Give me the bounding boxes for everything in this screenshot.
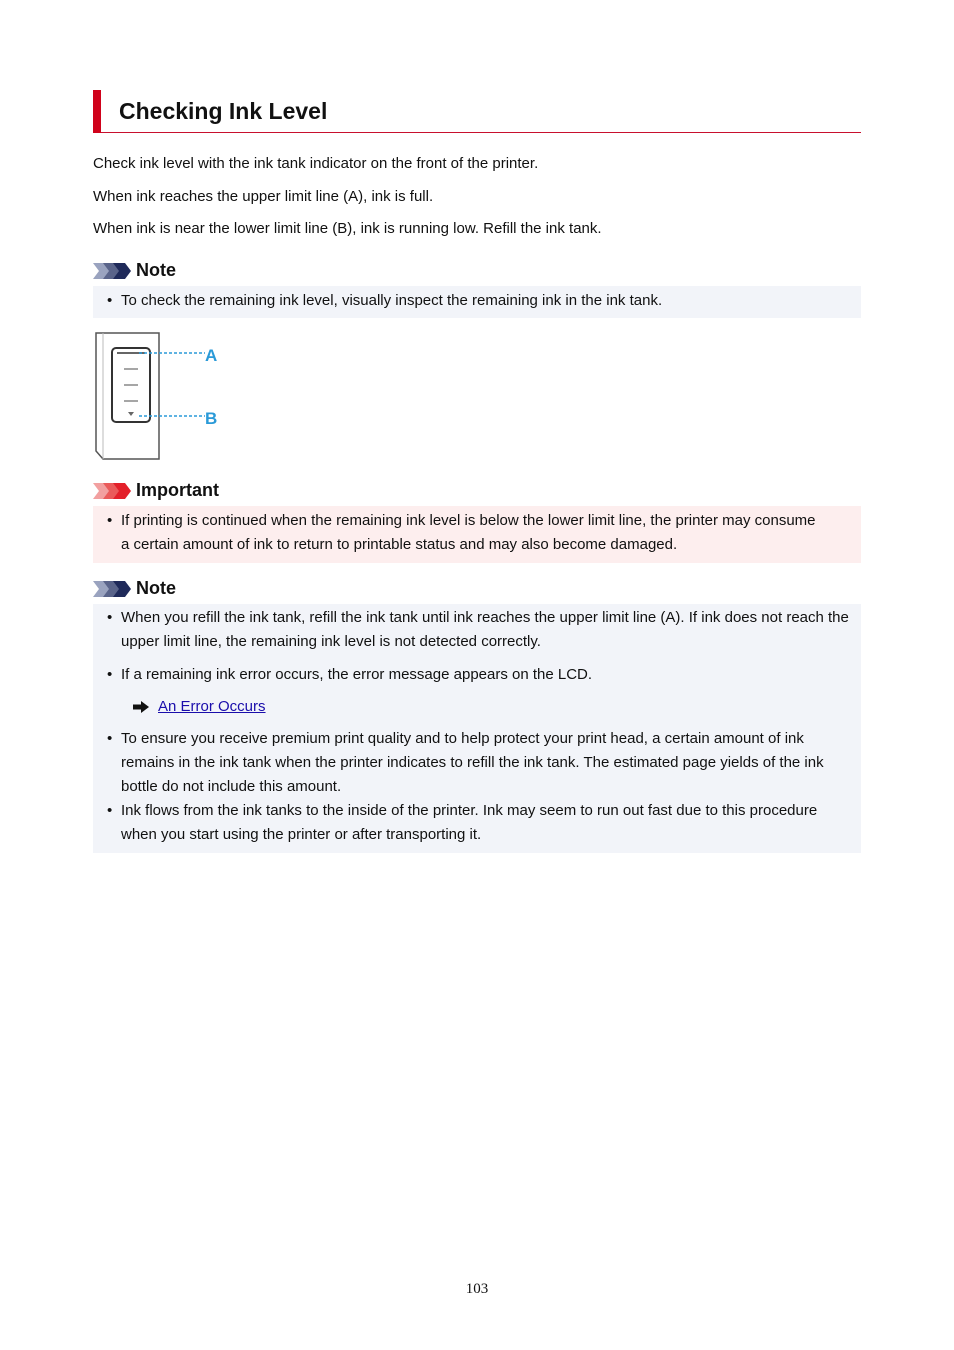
important-heading <box>93 479 393 503</box>
note-chevrons-icon <box>93 581 131 597</box>
error-occurs-link[interactable]: An Error Occurs <box>158 698 266 715</box>
arrow-right-icon <box>133 701 149 713</box>
note-box: • To check the remaining ink level, visually inspect the remaining ink in the ink tank. <box>93 286 861 318</box>
important-label: Important <box>136 480 219 500</box>
note-label: Note <box>136 260 176 280</box>
title-accent-bar <box>93 90 101 133</box>
intro-paragraph-2: When ink reaches the upper limit line (A), ink is full. <box>93 188 434 205</box>
page-title: Checking Ink Level <box>119 98 328 124</box>
important-box: • If printing is continued when the remaining ink level is below the lower limit line, the printer may consume a certain amount of ink to return to printable status and may also become damaged. <box>93 506 861 563</box>
page-title-block <box>93 90 861 133</box>
note-heading <box>93 259 393 283</box>
upper-limit-label: A <box>205 346 218 365</box>
page-number: 103 <box>465 1281 489 1297</box>
important-chevrons-icon <box>93 483 131 499</box>
note-box-2: • When you refill the ink tank, refill the ink tank until ink reaches the upper limit line (A). If ink does not reach the upper limit line, the remaining ink level is not detected correctly. • If a remaining ink error occurs, the error message appears on the LCD. An Error Occurs • To ensure you receive premium print quality and to help protect your print head, a certain amount of ink remains in the ink tank when the printer indicates to refill the ink tank. The estimated page yields of the ink bottle do not include this amount. • Ink flows from the ink tanks to the inside of the printer. Ink may seem to run out fast due to this procedure when you start using the printer or after transporting it. <box>93 604 861 853</box>
note-chevrons-icon <box>93 263 131 279</box>
intro-paragraph-1: Check ink level with the ink tank indicator on the front of the printer. <box>93 155 539 172</box>
note-label-2: Note <box>136 578 176 598</box>
lower-limit-label: B <box>205 409 218 428</box>
ink-tank-illustration <box>93 331 233 463</box>
note-heading-2 <box>93 577 393 601</box>
intro-paragraph-3: When ink is near the lower limit line (B), ink is running low. Refill the ink tank. <box>93 220 602 237</box>
